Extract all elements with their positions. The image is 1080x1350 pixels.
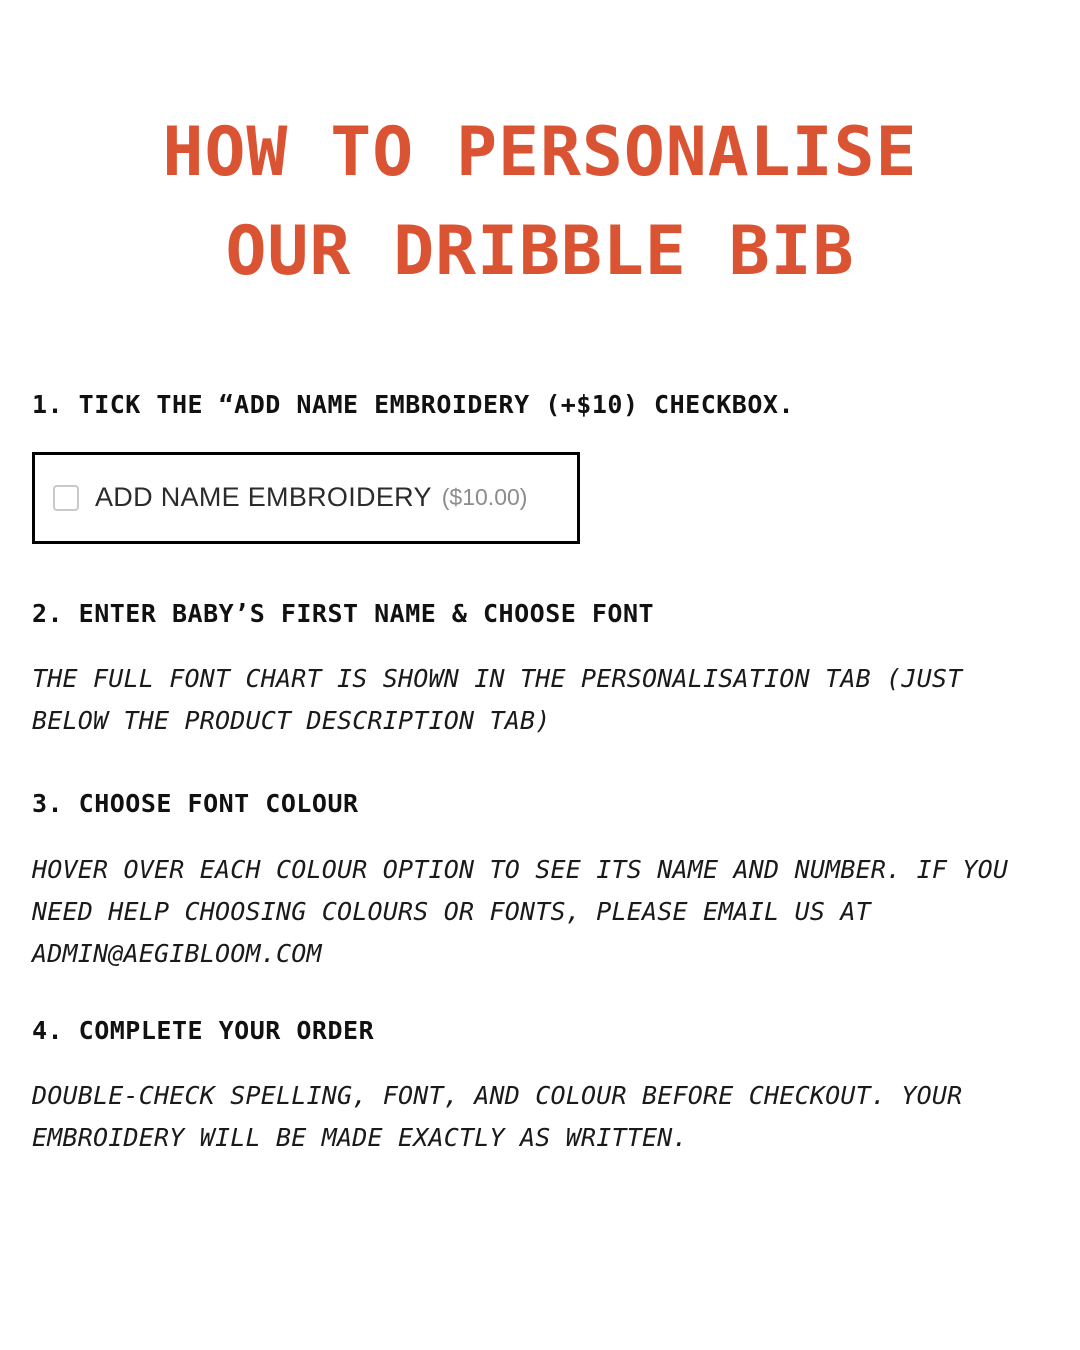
add-name-embroidery-option[interactable]: [32, 452, 580, 544]
page-title-line-2: OUR DRIBBLE BIB: [225, 211, 855, 291]
steps-list: [32, 389, 1048, 1159]
step-2-heading: 2. ENTER BABY’S FIRST NAME & CHOOSE FONT: [32, 598, 655, 628]
step-4-body: DOUBLE-CHECK SPELLING, FONT, AND COLOUR BEFORE CHECKOUT. YOUR EMBROIDERY WILL BE MADE EXACTLY AS WRITTEN.: [32, 1081, 963, 1153]
step-2-body: THE FULL FONT CHART IS SHOWN IN THE PERSONALISATION TAB (JUST BELOW THE PRODUCT DESCRIPTION TAB): [32, 664, 963, 736]
step-3-body: HOVER OVER EACH COLOUR OPTION TO SEE ITS NAME AND NUMBER. IF YOU NEED HELP CHOOSING COLOURS OR FONTS, PLEASE EMAIL US AT ADMIN@AEGIBLOOM.COM: [32, 854, 1009, 968]
page-title: [32, 0, 1048, 301]
step-1-heading: 1. TICK THE “ADD NAME EMBROIDERY (+$10) CHECKBOX.: [32, 390, 795, 420]
step-4-heading: 4. COMPLETE YOUR ORDER: [32, 1015, 375, 1045]
checkbox-icon[interactable]: [53, 485, 79, 511]
add-name-embroidery-price: ($10.00): [441, 484, 528, 511]
page-title-line-1: HOW TO PERSONALISE: [162, 113, 918, 192]
add-name-embroidery-label: ADD NAME EMBROIDERY: [95, 482, 432, 513]
step-3-heading: 3. CHOOSE FONT COLOUR: [32, 789, 359, 819]
